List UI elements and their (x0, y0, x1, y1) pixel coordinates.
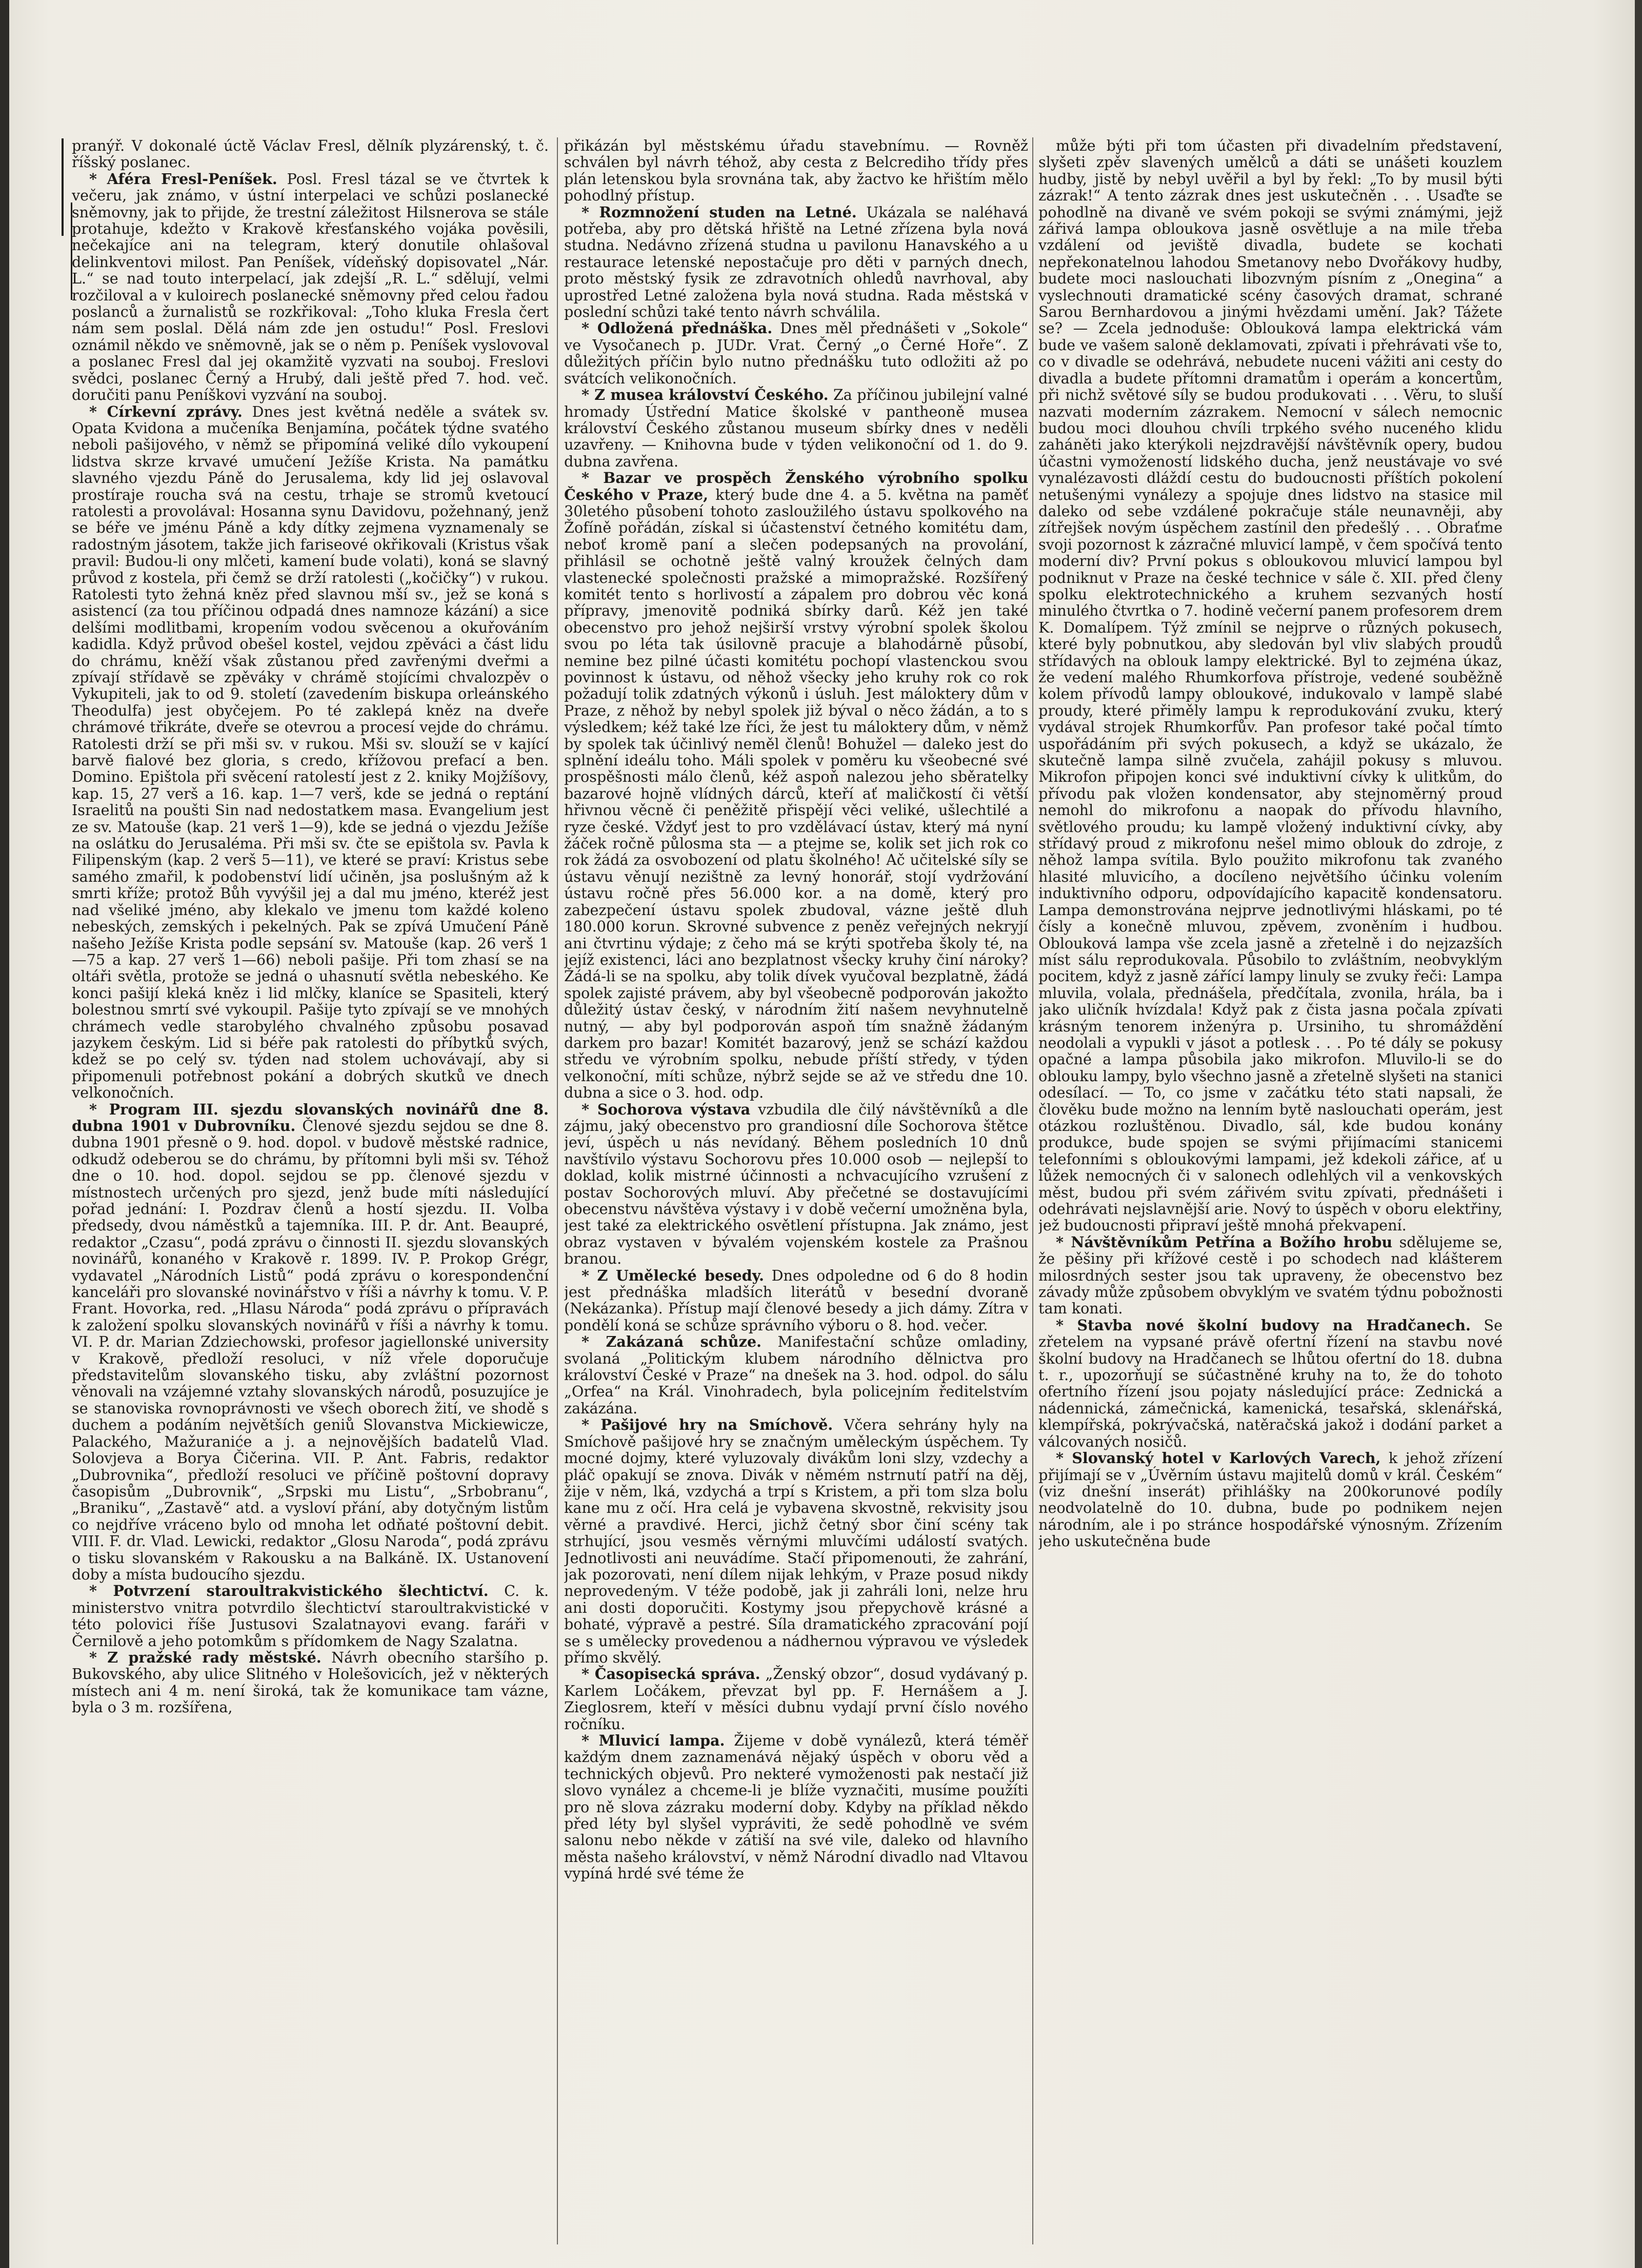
article-paragraph (564, 1416, 1028, 1666)
article-heading: * Slovanský hotel v Karlových Varech, (1056, 1449, 1381, 1467)
article-paragraph (564, 1732, 1028, 1882)
article-body: Členové sjezdu sejdou se dne 8. dubna 1901 přesně o 9. hod. dopol. v budově městské radnice, odkudž odeberou se do chrámu, by přítomni byli mši sv. Téhož dne o 10. hod. dopol. sejdou se pp. členové sjezdu v místnostech určených pro sjezd, jenž bude míti následující pořad jednání: I. Pozdrav členů a hostí sjezdu. II. Volba předsedy, dvou náměstků a tajemníka. III. P. dr. Ant. Beaupré, redaktor „Czasu“, podá zprávu o činnosti II. sjezdu slovanských novinářů, konaného v Krakově r. 1899. IV. P. Prokop Grégr, vydavatel „Národních Listů“ podá zprávu o korespondenční kanceláři pro slovanské novinářstvo v říši a návrhy k tomu. V. P. Frant. Hovorka, red. „Hlasu Národa“ podá zprávu o přípravách k založení spolku slovanských novinářů v říši a návrhy k tomu. VI. P. dr. Marian Zdziechowski, profesor jagiellonské university v Krakově, předloží resoluci, v níž vřele doporučuje představitelům slovanského tisku, aby zvláštní pozornost věnovali na vzájemné vztahy slovanských národů, posuzujíce je se stanoviska rovnoprávnosti ve všech oborech žití, ve shodě s duchem a podáním největších geniů Slovanstva Mickiewicze, Palackého, Mažuraniće a j. a nejnovějších badatelů Vlad. Solovjeva a Borya Čičerina. VII. P. Ant. Fabris, redaktor „Dubrovnika“, předloží resoluci ve příčině poštovní dopravy časopisům „Dubrovnik“, „Srpski mu Listu“, „Srbobranu“, „Braniku“, „Zastavě“ atd. a vysloví přání, aby dotyčným listům co nejdříve vráceno bylo od mnoha let odňaté poštovní debit. VIII. F. dr. Vlad. Lewicki, redaktor „Glosu Naroda“, podá zprávu o tisku slovanském v Rakousku a na Balkáně. IX. Ustanovení doby a místa budoucího sjezdu. (72, 1117, 549, 1583)
column-2 (564, 137, 1028, 2244)
article-heading: * Z Umělecké besedy. (582, 1266, 764, 1284)
article-body: který bude dne 4. a 5. května na paměť 30letého působení tohoto zasloužilého ústavu spolkového na Žofíně pořádán, získal si účastenství četného komitétu dam, neboť kromě paní a slečen podepsaných na provolání, přihlásil se ochotně ještě valný kroužek čelných dam vlastenecké společnosti pražské a mimopražské. Rozšířený komitét tento s horlivostí a zápalem pro dobrou věc koná přípravy, jmenovitě podniká sbírky darů. Kéž jen také obecenstvo pro jehož nejširší vrstvy výrobní spolek školou svou po léta tak úsilovně pracuje a blahodárně působí, nemine bez pilné účasti komitétu pochopí vlastenckou svou povinnost k ústavu, od něhož všecky jeho kruhy rok co rok požadují tolik zdatných výkonů i úsluh. Jest máloktery dům v Praze, z něhož by nebyl spolek již býval o něco žádán, a to s výsledkem; kéž také lze říci, že jest tu máloktery dům, v němž by spolek tak účinlivý neměl členů! Bohužel — daleko jest do splnění ideálu toho. Máli spolek v poměru ku všeobecné své prospěšnosti málo členů, kéž aspoň nalezou jeho sběratelky bazarové hojně vlídných dárců, kteří ať maličkostí či větší hřivnou věcně či peněžitě přispějí věci veliké, ušlechtilé a ryze české. Vždyť jest to pro vzdělávací ústav, který má nyní žáček ročně půlosma sta — a ptejme se, kolik set jich rok co rok žádá za osvobození od platu školného! Ač učitelské síly se ústavu věnují nezištně za levný honorář, stojí vydržování ústavu ročně přes 56.000 kor. a na domě, který pro zabezpečení ústavu spolek zbudoval, vázne ještě dluh 180.000 korun. Skrovné subvence z peněz veřejných nekryjí ani čtvrtinu výdaje; z čeho má se krýti spotřeba školy té, na jejíž existenci, láci ano bezplatnost všecky kruhy činí nároky? Žádá-li se na spolku, aby tolik dívek vyučoval bezplatně, žádá spolek zajisté právem, aby byl všeobecně podporován jakožto důležitý ústav český, v národním žití našem nevyhnutelně nutný, — aby byl podporován aspoň tím snažně žádaným darkem pro bazar! Komitét bazarový, jenž se schází každou středu ve výrobním spolku, nebude příští středy, v týden velkonoční, míti schůze, nýbrž sejde se až ve středu dne 10. dubna a sice o 3. hod. odp. (564, 485, 1028, 1102)
article-paragraph (564, 387, 1028, 470)
article-heading: * Program III. sjezdu slovanských novinářů dne 8. dubna 1901 v Dubrovníku. (72, 1100, 549, 1135)
article-heading: * Potvrzení staroultrakvistického šlechtictví. (89, 1582, 489, 1600)
article-paragraph (1038, 1317, 1503, 1450)
article-paragraph (564, 204, 1028, 320)
article-paragraph (1038, 1450, 1503, 1549)
article-body: pranýř. V dokonalé úctě Václav Fresl, dělník plyzárenský, t. č. říšský poslanec. (72, 137, 549, 171)
column-rule (1032, 137, 1033, 2244)
article-heading: * Bazar ve prospěch Ženského výrobního spolku Českého v Praze, (564, 469, 1028, 503)
article-heading: * Stavba nové školní budovy na Hradčanech. (1056, 1316, 1471, 1334)
article-paragraph (564, 1101, 1028, 1267)
article-paragraph (564, 1333, 1028, 1416)
column-1 (72, 137, 549, 2244)
article-body: Žijeme v době vynálezů, která téměř každým dnem zaznamenává nějaký úspěch v oboru věd a technických objevů. Pro nekteré vymoženosti pak nestačí již slovo vynález a chceme-li je blíže vyznačiti, musíme použíti pro ně slova zázraku moderní doby. Kdyby na příklad někdo před léty byl slyšel vypráviti, že sedě pohodlně ve svém salonu nebo někde v zátiší na své vile, daleko od hlavního města našeho království, v němž Národní divadlo nad Vltavou vypíná hrdé své téme že (564, 1732, 1028, 1882)
article-body: C. k. ministerstvo vnitra potvrdilo šlechtictví staroultrakvistické v této polovici říše Justusovi Szalatnayovi evang. faráři v Černilově a jeho potomkům s přídomkem de Nagy Szalatna. (72, 1582, 549, 1650)
article-heading: * Z pražské rady městské. (89, 1648, 322, 1666)
article-heading: * Církevní zprávy. (89, 402, 243, 420)
article-paragraph (564, 1267, 1028, 1334)
article-paragraph (1038, 1234, 1503, 1317)
article-paragraph (564, 137, 1028, 204)
column-rule (557, 137, 558, 2244)
page-right-edge (1635, 0, 1642, 2268)
article-body: Dnes jest květná neděle a svátek sv. Opata Kvidona a mučeníka Benjamína, počátek týdne svatého neboli pašijového, v němž se připomíná veliké dílo vykoupení lidstva skrze krvavé umučení Ježíše Krista. Na památku slavného vjezdu Páně do Jerusalema, kdy lid jej oslavoval prostíraje roucha svá na cestu, trhaje se stromů kvetoucí ratolesti a provolával: Hosanna synu Davidovu, požehnaný, jenž se béře ve jménu Páně a kdy dítky zejmena vyznamenaly se radostným jásotem, takže jich fariseové okřikovali (Kristus však pravil: Budou-li ony mlčeti, kamení bude volati), koná se slavný průvod z kostela, při čemž se drží ratolesti („kočičky“) v rukou. Ratolesti tyto žehná kněz před slavnou mší sv., jež se koná s asistencí (za tou příčinou odpadá dnes namnoze kázání) a sice delšími modlitbami, kropením vodou svěcenou a okuřováním kadidla. Když průvod obešel kostel, vejdou zpěváci a část lidu do chrámu, kněží však zůstanou před zavřenými dveřmi a zpívají střídavě se zpěváky v chrámě stojícími chvalozpěv o Vykupiteli, jak to od 9. století (zavedením biskupa orleánského Theodulfa) jest obyčejem. Po té zaklepá kněz na dveře chrámové třikráte, dveře se otevrou a procesí vejde do chrámu. Ratolesti drží se při mši sv. v rukou. Mši sv. slouží se v kající barvě fialové bez gloria, s credo, křížovou prefací a ben. Domino. Epištola při svěcení ratolestí jest z 2. kniky Mojžíšovy, kap. 15, 27 verš a 16. kap. 1—7 verš, kde se jedná o reptání Israelitů na poušti Sin nad nedostatkem masa. Evangelium jest ze sv. Matouše (kap. 21 verš 1—9), kde se jedná o vjezdu Ježíše na oslátku do Jerusaléma. Při mši sv. čte se epištola sv. Pavla k Filipenským (kap. 2 verš 5—11), ve které se praví: Kristus sebe samého zmařil, k podobenství lidí učiněn, jsa poslušným až k smrti kříže; protož Bůh vyvýšil jej a dal mu jméno, kteréž jest nad všeliké jméno, aby klekalo ve jmenu tom každé koleno nebeských, zemských i pekelných. Pak se zpívá Umučení Páně našeho Ježíše Krista podle sepsání sv. Matouše (kap. 26 verš 1—75 a kap. 27 verš 1—66) neboli pašije. Při tom zhasí se na oltáři světla, protože se jedná o uhasnutí světla nebeského. Ke konci pašijí kleká kněz i lid mlčky, klaníce se Spasiteli, který bolestnou smrtí své vykoupil. Pašije tyto zpívají se ve mnohých chrámech vedle starobylého chvalného způsobu posavad jazykem českým. Lid si béře pak ratolesti do příbytků svých, kdež se po celý sv. týden nad stolem uchovávají, aby si připomenuli potřebnost pokání a dobrých skutků ve dnech velkonočních. (72, 402, 549, 1102)
article-body: Manifestační schůze omladiny, svolaná „Politickým klubem národního dělnictva pro království České v Praze“ na dnešek na 3. hod. odpol. do sálu „Orfea“ na Král. Vinohradech, byla policejním ředitelstvím zakázána. (564, 1333, 1028, 1417)
article-body: přikázán byl městskému úřadu stavebnímu. — Rovněž schválen byl návrh téhož, aby cesta z Belcrediho třídy přes plán letenskou byla srovnána tak, aby žactvo ke hřištím mělo pohodlný přístup. (564, 137, 1028, 205)
article-heading: * Odložená přednáška. (582, 319, 773, 337)
article-body: Dnes měl přednášeti v „Sokole“ ve Vysočanech p. JUDr. Vrat. Černý „o Černé Hoře“. Z důležitých příčin bylo nutno přednášku tuto odložiti až po svátcích velikonočních. (564, 319, 1028, 387)
article-body: Posl. Fresl tázal se ve čtvrtek k večeru, jak známo, v ústní interpelaci ve schůzi poslanecké sněmovny, jak to přijde, že trestní záležitost Hilsnerova se stále protahuje, kdežto v Krakově křesťanského vojáka pověsili, nečekajíce ani na telegram, který donutile ohlašoval delinkventovi milost. Pan Peníšek, vídeňský dopisovatel „Nár. L.“ se nad touto interpelací, jak zdejší „R. L.“ sdělují, velmi rozčiloval a v kuloirech poslanecké sněmovny před celou řadou poslanců a žurnalistů se rozkřikoval: „Toho kluka Fresla čert nám sem poslal. Dělá nám zde jen ostudu!“ Posl. Freslovi oznámil někdo ve sněmovně, jak se o něm p. Peníšek vyslovoval a poslanec Fresl dal jej okamžitě vyzvati na souboj. Freslovi svědci, poslanec Černý a Hrubý, dali ještě před 7. hod. več. doručiti panu Peníškovi vyzvání na souboj. (72, 170, 549, 404)
article-paragraph (1038, 137, 1503, 1234)
article-heading: * Mluvicí lampa. (582, 1732, 725, 1749)
article-heading: * Zakázaná schůze. (582, 1333, 762, 1351)
article-body: Se zřetelem na vypsané právě ofertní řízení na stavbu nové školní budovy na Hradčanech se lhůtou ofertní do 18. dubna t. r., upozorňují se súčastněné kruhy na to, že do tohoto ofertního řízení jsou pojaty následující práce: Zednická a nádennická, zámečnická, kamenická, tesařská, sklenářská, klempířská, pokrývačská, natěračská jakož i dodání parket a válcovaných nosičů. (1038, 1316, 1503, 1450)
article-paragraph (564, 320, 1028, 387)
article-heading: * Návštěvníkům Petřína a Božího hrobu (1056, 1233, 1393, 1251)
article-heading: * Z musea království Českého. (582, 386, 829, 404)
article-paragraph (72, 171, 549, 403)
article-paragraph (72, 1583, 549, 1649)
article-heading: * Pašijové hry na Smíchově. (582, 1416, 833, 1434)
article-body: Dnes odpoledne od 6 do 8 hodin jest přednáška mladších literátů v besední dvoraně (Nekázanka). Přístup mají členové besedy a jich dámy. Zítra v pondělí koná se schůze správního výboru o 8. hod. večer. (564, 1266, 1028, 1334)
article-paragraph (564, 1666, 1028, 1732)
article-paragraph (72, 1101, 549, 1583)
article-paragraph (72, 1649, 549, 1716)
article-body: Za příčinou jubilejní valné hromady Ústřední Matice školské v pantheoně musea království Českého zůstanou museum sbírky dnes v neděli uzavřeny. — Knihovna bude v týden velikonoční od 1. do 9. dubna zavřena. (564, 386, 1028, 470)
column-3 (1038, 137, 1503, 2244)
article-body: Návrh obecního staršího p. Bukovského, aby ulice Slitného v Holešovicích, jež v některých místech ani 4 m. není široká, tak že komunikace tam vázne, byla o 3 m. rozšířena, (72, 1648, 549, 1716)
article-body: Včera sehrány hyly na Smíchově pašijové hry se značným uměleckým úspěchem. Ty mocné dojmy, které vyluzovaly divákům loni slzy, vzdechy a pláč opakují se znova. Divák v němém nstrnutí patří na děj, žije v něm, lká, vzdychá a trpí s Kristem, a při tom slza bolu kane mu z očí. Hra celá je vybavena skvostně, rekvisity jsou věrné a pravdivé. Herci, jichž četný sbor činí scény tak strhující, jsou vesměs věrnými mluvčími událostí svatých. Jednotlivosti ani neuvádíme. Stačí připomenouti, že zahrání, jak pozorovati, není dílem nijak lehkým, v Praze posud nikdy neprovedeným. V téže podobě, jak ji zahráli loni, nelze hru ani dosti doporučiti. Kostymy jsou přepychově krásné a bohaté, výpravě a pestré. Síla dramatického zpracování pojí se s umělecky provedenou a nádhernou výpravou ve výsledek přímo skvělý. (564, 1416, 1028, 1666)
article-heading: * Aféra Fresl-Peníšek. (89, 170, 277, 188)
article-body: sdělujeme se, že pěšiny při křížové cestě i po schodech nad klášterem milosrdných sester jsou tak upraveny, že obecenstvo bez závady může způsobem obvyklým ve svatém týdnu pobožnosti tam konati. (1038, 1233, 1503, 1318)
article-heading: * Sochorova výstava (582, 1100, 751, 1118)
article-body: může býti při tom účasten při divadelním představení, slyšeti zpěv slavených umělců a dáti se unášeti kouzlem hudby, jistě by nebyl uvěřil a byl by řekl: „To by musil býti zázrak!“ A tento zázrak dnes jest uskutečněn . . . Usaďte se pohodlně na divaně ve svém pokoji se svými známými, jejž zářivá lampa obloukova jasně osvětluje a na mile třeba vzdálení od jeviště divadla, budete se kochati nepřekonatelnou lahodou Smetanovy nebo Dvořákovy hudby, budete moci naslouchati libozvným písním z „Onegina“ a vyslechnouti dramatické scény časových dramat, schrané Sarou Bernhardovou a jinými hvězdami umění. Jak? Tážete se? — Zcela jednoduše: Oblouková lampa elektrická vám bude ve vašem saloně deklamovati, zpívati i přehrávati vše to, co v divadle se odehrává, nebudete nuceni vážiti ani cesty do divadla a budete přítomni dramatům i operám a koncertům, při nichž světové síly se budou produkovati . . . Věru, to sluší nazvati moderním zázrakem. Nemocní v sálech nemocnic budou moci dlouhou chvíli trpkého svého nuceného klidu zaháněti jako kterýkoli nejzdravější návštěvník opery, budou účastni vymožeností lidského ducha, jenž neustávaje vo své vynalézavosti dláždí cestu do budoucnosti příštích pokolení netušenými vynálezy a spojuje dnes lidstvo na stasice mil daleko od sebe vzdálené pokračuje stále neunavněji, aby zítřejšek novým úspěchem zastínil den předešlý . . . Obraťme svoji pozornost k zázračné mluvicí lampě, v čem spočívá tento moderní div? První pokus s obloukovou mluvicí lampou byl podniknut v Praze na české technice v sále č. XII. před členy spolku elektrotechnického a kruhem sezvaných hostí minulého čtvrtka o 7. hodině večerní panem profesorem drem K. Domalípem. Týž zmínil se nejprve o různých pokusech, které byly pobnutkou, aby sledován byl vliv slabých proudů střídavých na oblouk lampy elektrické. Byl to zejména úkaz, že vedení malého Rhumkorfova přístroje, vedené souběžně kolem přívodů lampy obloukové, indukovalo v lampě slabé proudy, které přiměly lampu k reprodukování zvuku, který vydával strojek Rhumkorfův. Pan profesor také počal tímto uspořádáním při svých pokusech, a když se ukázalo, že skutečně lampa silně zvučela, zahájil pokusy s mluvou. Mikrofon připojen konci své induktivní cívky k ulitkům, do přívodu pak vložen kondensator, aby stejnoměrný proud nemohl do mikrofonu a naopak do přívodu hlavního, světlového proudu; ku lampě vložený induktivní cívky, aby střídavý proud z mikrofonu nešel mimo oblouk do zdroje, z něhož lampa svítila. Bylo použito mikrofonu tak zvaného hlasité mluvicího, a docíleno největšího účinku volením induktivního odporu, odpovídajícího kapacitě kondensatoru. Lampa demonstrována nejprve jednotlivými hláskami, po té čísly a konečně mluvou, zpěvem, zvoněním i hudbou. Oblouková lampa vše zcela jasně a zřetelně i do nejzazších míst sálu reprodukovala. Působilo to zvláštním, neobvyklým pocitem, když z jasně zářící lampy linuly se zvuky řeči: Lampa mluvila, volala, přednášela, předčítala, zvonila, hrála, ba i jako uličník hvízdala! Když pak z čista jasna počala zpívati krásným tenorem inženýra p. Ursiniho, tu shromáždění neodolali a vypukli v jásot a potlesk . . . Po té dály se pokusy opačné a lampa působila jako mikrofon. Mluvilo-li se do oblouku lampy, bylo všechno jasně a zřetelně slyšeti na stanici odesílací. — To, co jsme v začátku této stati napsali, že člověku bude možno na lenním bytě naslouchati operám, jest otázkou rozluštěnou. Divadlo, sál, kde budou konány produkce, bude spojen se svými přijímacími stanicemi telefonními s obloukovými lampami, jež kdekoli zářice, ať u lůžek nemocných či v salonech odlehlých vil a venkovských měst, budou při svém zářivém svitu zpívati, přednášeti i odehrávati nejslavnější arie. Nový to úspěch v oboru elektřiny, jež budoucnosti připraví ještě mnohá překvapení. (1038, 137, 1503, 1234)
article-heading: * Časopisecká správa. (582, 1665, 760, 1683)
page-left-edge (0, 0, 9, 2268)
article-body: vzbudila dle čilý návštěvníků a dle zájmu, jaký obecenstvo pro grandiosní díle Sochorova štětce jeví, úspěch u nás nevídaný. Během posledních 10 dnů navštívilo výstavu Sochorovu přes 10.000 osob — nejlepší to doklad, kolik mistrné účinnosti a nchvacujícího vzrušení z postav Sochorových mluví. Aby přečetné se dostavujícími obecenstvu návštěva výstavy i v době večerní umožněna byla, jest také za elektrického osvětlení přístupna. Jak známo, jest obraz vystaven v bývalém vojenském kostele za Prašnou branou. (564, 1100, 1028, 1268)
article-paragraph (72, 403, 549, 1101)
article-heading: * Rozmnožení studen na Letné. (582, 203, 857, 221)
article-paragraph (72, 137, 549, 171)
article-body: k jehož zřízení přijímají se v „Úvěrním ústavu majitelů domů v král. Českém“ (viz dnešní inserát) přihlášky na 200korunové podíly neodvolatelně do 10. dubna, bude po podnikem nejen národním, ale i po stránce hospodářské výnosným. Zřízením jeho uskutečněna bude (1038, 1449, 1503, 1550)
article-body: Ukázala se naléhavá potřeba, aby pro dětská hřiště na Letné zřízena byla nová studna. Nedávno zřízená studna u pavilonu Hanavského a u restaurace letenské nepostačuje pro děti v parných dnech, proto městský fysik ze zdravotních ohledů navrhoval, aby uprostřed Letné založena byla nová studna. Rada městská v poslední schůzi také tento návrh schválila. (564, 203, 1028, 321)
article-paragraph (564, 470, 1028, 1101)
article-body: „Ženský obzor“, dosud vydávaný p. Karlem Ločákem, převzat byl pp. F. Hernášem a J. Zieglosrem, kteří v měsíci dubnu vydají první číslo nového ročníku. (564, 1665, 1028, 1733)
